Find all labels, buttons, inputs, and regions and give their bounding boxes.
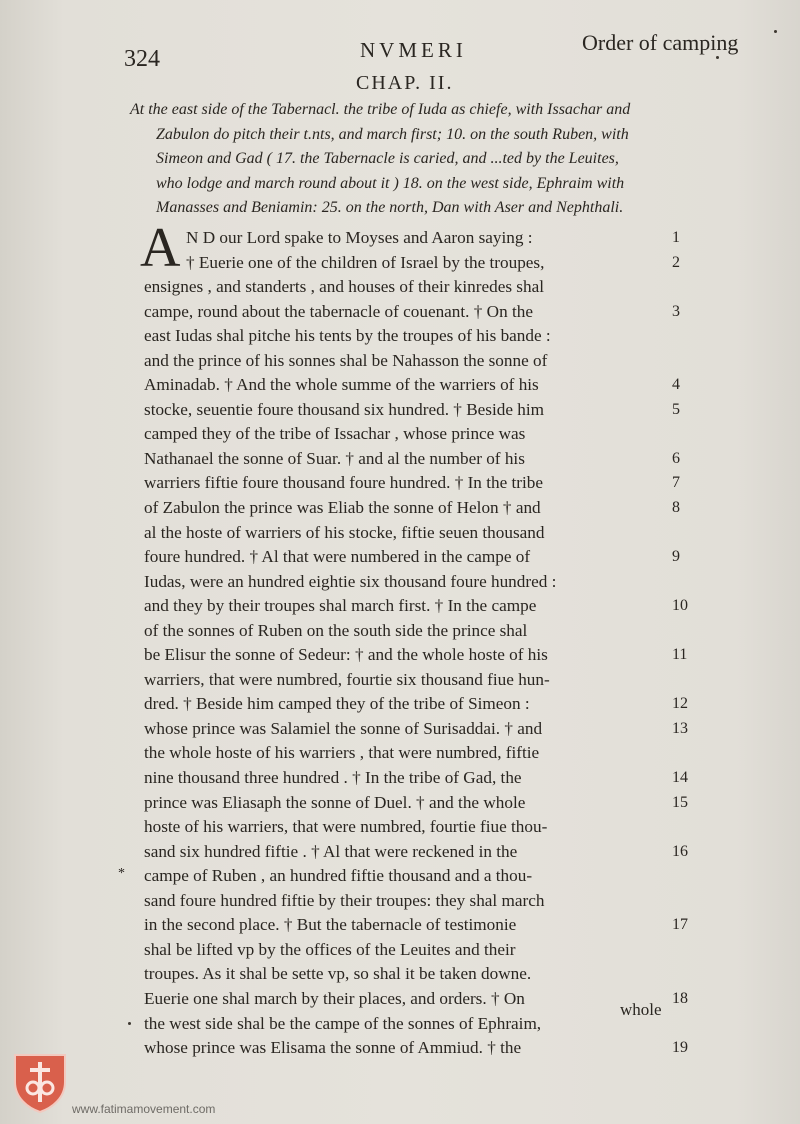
body-line: whose prince was Salamiel the sonne of Surisaddai. † and bbox=[144, 718, 543, 738]
verse-number: 6 bbox=[672, 449, 680, 467]
verse-number bbox=[672, 864, 712, 889]
verse-number: 16 bbox=[672, 842, 688, 860]
verse-number: 4 bbox=[672, 376, 680, 394]
page-number: 324 bbox=[124, 46, 160, 72]
verse-number: 15 bbox=[672, 793, 688, 811]
body-line: nine thousand three hundred . † In the tribe of Gad, the bbox=[144, 768, 522, 788]
body-line: campe, round about the tabernacle of couenant. † On the bbox=[144, 301, 533, 321]
verse-number: 13 bbox=[672, 719, 688, 737]
verse-number bbox=[672, 521, 712, 546]
fatima-shield-logo bbox=[12, 1052, 68, 1114]
body-line: shal be lifted vp by the offices of the Leuites and their bbox=[144, 939, 516, 959]
verse-number: 19 bbox=[672, 1039, 688, 1057]
body-line: in the second place. † But the tabernacle of testimonie bbox=[144, 915, 517, 935]
body-line: and they by their troupes shal march first. † In the campe bbox=[144, 596, 537, 616]
ink-speck bbox=[128, 1022, 131, 1025]
body-line: warriers fiftie foure thousand foure hundred. † In the tribe bbox=[144, 473, 543, 493]
argument-line: Manasses and Beniamin: 25. on the north, Dan with Aser and Nephthali. bbox=[156, 199, 624, 217]
argument-line: Simeon and Gad ( 17. the Tabernacle is caried, and ...ted by the Leuites, bbox=[156, 150, 619, 168]
body-line: whose prince was Elisama the sonne of Ammiud. † the bbox=[144, 1038, 522, 1058]
chapter-argument bbox=[130, 98, 710, 221]
verse-number: 14 bbox=[672, 769, 688, 787]
body-line: be Elisur the sonne of Sedeur: † and the whole hoste of his bbox=[144, 645, 548, 665]
body-line: and the prince of his sonnes shal be Nahasson the sonne of bbox=[144, 350, 548, 370]
body-text bbox=[144, 226, 674, 1061]
verse-number bbox=[672, 324, 712, 349]
ink-speck bbox=[716, 56, 719, 59]
body-line: Euerie one shal march by their places, and orders. † On bbox=[144, 988, 525, 1008]
verse-number bbox=[672, 1012, 712, 1037]
body-line: † Euerie one of the children of Israel by the troupes, bbox=[186, 252, 545, 272]
verse-number: 11 bbox=[672, 646, 688, 664]
body-line: foure hundred. † Al that were numbered in the campe of bbox=[144, 547, 531, 567]
verse-number bbox=[672, 275, 712, 300]
argument-line: At the east side of the Tabernacl. the tribe of Iuda as chiefe, with Issachar and bbox=[130, 101, 631, 118]
body-line: troupes. As it shal be sette vp, so shal it be taken downe. bbox=[144, 964, 532, 984]
verse-number bbox=[672, 619, 712, 644]
margin-note-mark: * bbox=[118, 866, 125, 881]
body-line: dred. † Beside him camped they of the tribe of Simeon : bbox=[144, 694, 530, 714]
verse-number-column bbox=[672, 226, 712, 1061]
footer-url[interactable]: www.fatimamovement.com bbox=[72, 1102, 216, 1116]
body-line: of Zabulon the prince was Eliab the sonne of Helon † and bbox=[144, 498, 541, 518]
running-head: Order of camping bbox=[582, 30, 739, 55]
body-line: Nathanael the sonne of Suar. † and al the number of his bbox=[144, 448, 525, 468]
verse-number: 3 bbox=[672, 302, 680, 320]
body-line: Aminadab. † And the whole summe of the warriers of his bbox=[144, 375, 539, 395]
verse-number: 17 bbox=[672, 916, 688, 934]
verse-number bbox=[672, 889, 712, 914]
body-line: al the hoste of warriers of his stocke, fiftie seuen thousand bbox=[144, 522, 545, 542]
verse-number: 5 bbox=[672, 400, 680, 418]
verse-number bbox=[672, 668, 712, 693]
chapter-heading: CHAP. II. bbox=[356, 72, 454, 94]
body-line: stocke, seuentie foure thousand six hundred. † Beside him bbox=[144, 399, 545, 419]
body-line: the whole hoste of his warriers , that were numbred, fiftie bbox=[144, 743, 540, 763]
verse-number bbox=[672, 741, 712, 766]
verse-number: 12 bbox=[672, 695, 688, 713]
body-line: campe of Ruben , an hundred fiftie thousand and a thou- bbox=[144, 866, 533, 886]
verse-number: 8 bbox=[672, 499, 680, 517]
verse-number: 10 bbox=[672, 597, 688, 615]
body-line: prince was Eliasaph the sonne of Duel. † and the whole bbox=[144, 792, 526, 812]
body-line: warriers, that were numbred, fourtie six thousand fiue hun- bbox=[144, 669, 550, 689]
verse-number bbox=[672, 422, 712, 447]
body-line: the west side shal be the campe of the sonnes of Ephraim, bbox=[144, 1013, 542, 1033]
body-line: Iudas, were an hundred eightie six thousand foure hundred : bbox=[144, 571, 557, 591]
verse-number bbox=[672, 938, 712, 963]
drop-cap: A bbox=[140, 217, 181, 279]
ink-speck bbox=[774, 30, 777, 33]
verse-number: 7 bbox=[672, 474, 680, 492]
verse-number bbox=[672, 962, 712, 987]
body-line: hoste of his warriers, that were numbred, fourtie fiue thou- bbox=[144, 817, 548, 837]
body-line: east Iudas shal pitche his tents by the troupes of his bande : bbox=[144, 326, 551, 346]
body-line: camped they of the tribe of Issachar , whose prince was bbox=[144, 424, 526, 444]
body-line: N D our Lord spake to Moyses and Aaron saying : bbox=[186, 228, 533, 247]
verse-number bbox=[672, 570, 712, 595]
book-title: NVMERI bbox=[360, 38, 467, 62]
body-line: ensignes , and standerts , and houses of their kinredes shal bbox=[144, 277, 544, 297]
verse-number: 2 bbox=[672, 253, 680, 271]
verse-number: 18 bbox=[672, 989, 688, 1007]
argument-line: Zabulon do pitch their t.nts, and march first; 10. on the south Ruben, with bbox=[156, 125, 629, 143]
verse-number: 9 bbox=[672, 548, 680, 566]
verse-number bbox=[672, 349, 712, 374]
body-line: sand six hundred fiftie . † Al that were reckened in the bbox=[144, 841, 518, 861]
body-line: sand foure hundred fiftie by their troupes: they shal march bbox=[144, 890, 545, 910]
argument-line: who lodge and march round about it ) 18. on the west side, Ephraim with bbox=[156, 174, 625, 192]
verse-number bbox=[672, 815, 712, 840]
verse-number: 1 bbox=[672, 229, 680, 246]
catchword: whole bbox=[620, 1000, 662, 1019]
body-line: of the sonnes of Ruben on the south side the prince shal bbox=[144, 620, 528, 640]
